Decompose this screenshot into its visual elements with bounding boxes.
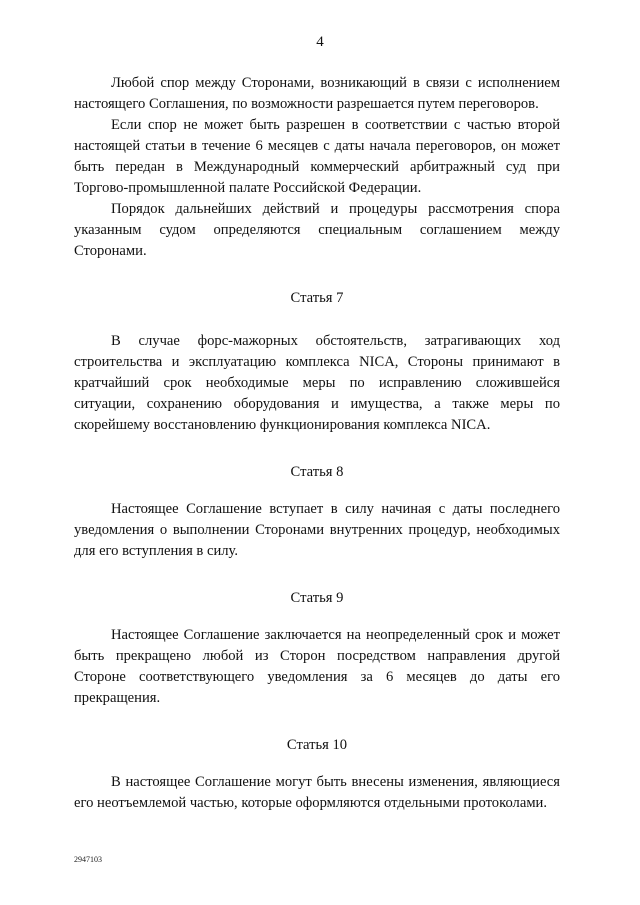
document-body xyxy=(74,73,560,814)
article-7-heading: Статья 7 xyxy=(290,290,344,306)
article-9-heading: Статья 9 xyxy=(290,590,344,606)
paragraph-dispute-procedure: Порядок дальнейших действий и процедуры рассмотрения спора указанным судом определяются специальным соглашением между Сторонами. xyxy=(74,201,560,259)
article-8-heading: Статья 8 xyxy=(290,464,344,480)
document-code: 2947103 xyxy=(74,855,102,864)
article-7-text: В случае форс-мажорных обстоятельств, затрагивающих ход строительства и эксплуатацию комплекса NICA, Стороны принимают в кратчайший срок необходимые меры по исправлению сложившейся ситуации, сохранению оборудования и имущества, а также меры по скорейшему восстановлению функционирования комплекса NICA. xyxy=(74,333,560,433)
article-10-text: В настоящее Соглашение могут быть внесены изменения, являющиеся его неотъемлемой частью, которые оформляются отдельными протоколами. xyxy=(74,774,560,811)
article-9-text: Настоящее Соглашение заключается на неопределенный срок и может быть прекращено любой из Сторон посредством направления другой Стороне соответствующего уведомления за 6 месяцев до даты его прекращения. xyxy=(74,627,560,706)
article-8-text: Настоящее Соглашение вступает в силу начиная с даты последнего уведомления о выполнении Сторонами внутренних процедур, необходимых для его вступления в силу. xyxy=(74,501,560,559)
paragraph-dispute-arbitration: Если спор не может быть разрешен в соответствии с частью второй настоящей статьи в течение 6 месяцев с даты начала переговоров, он может быть передан в Международный коммерческий арбитражный суд при Торгово-промышленной палате Российской Федерации. xyxy=(74,117,560,196)
page-number: 4 xyxy=(316,34,324,50)
paragraph-dispute-negotiation: Любой спор между Сторонами, возникающий в связи с исполнением настоящего Соглашения, по возможности разрешается путем переговоров. xyxy=(74,75,560,112)
article-10-heading: Статья 10 xyxy=(286,737,348,753)
